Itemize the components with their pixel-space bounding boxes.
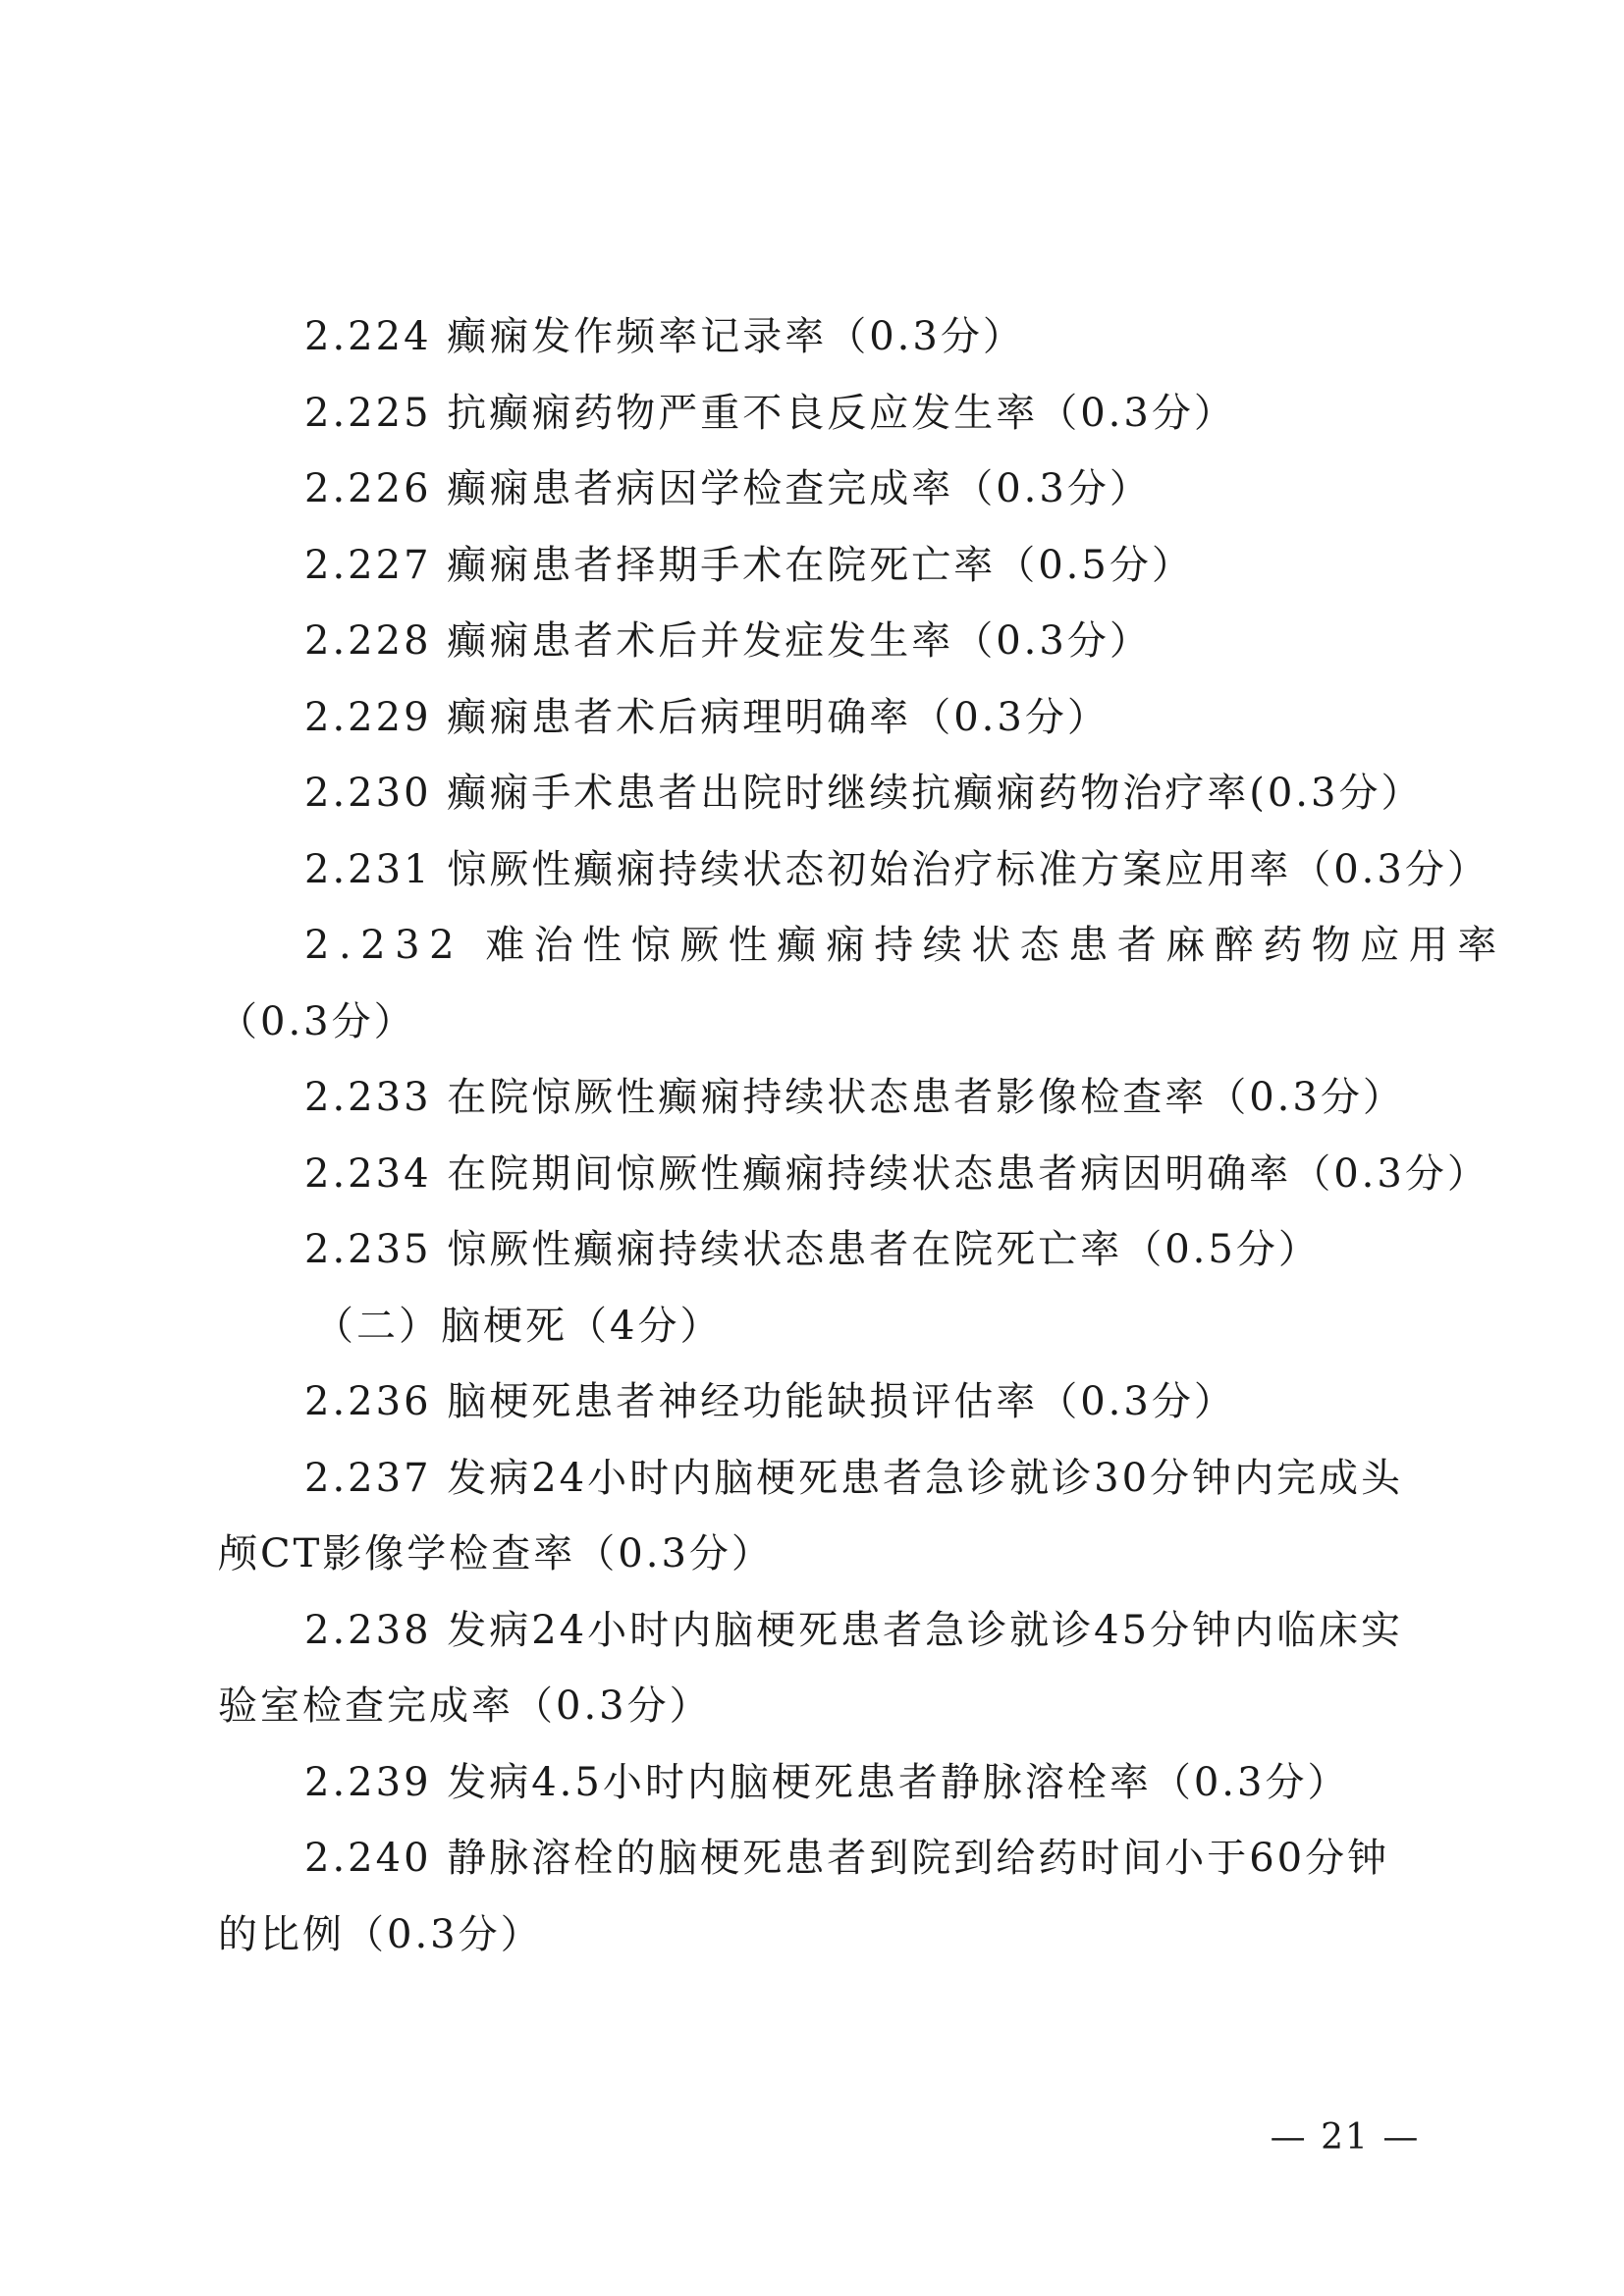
list-item: 2.229 癫痫患者术后病理明确率（0.3分）	[304, 694, 1110, 740]
list-item: 2.233 在院惊厥性癫痫持续状态患者影像检查率（0.3分）	[304, 1075, 1405, 1120]
section-heading: （二）脑梗死（4分）	[314, 1303, 723, 1349]
list-item-continuation: 颅CT影像学检查率（0.3分）	[218, 1531, 774, 1576]
list-item: 2.224 癫痫发作频率记录率（0.3分）	[304, 314, 1025, 359]
list-item: 2.227 癫痫患者择期手术在院死亡率（0.5分）	[304, 542, 1194, 588]
list-item: 2.237 发病24小时内脑梗死患者急诊就诊30分钟内完成头	[304, 1455, 1404, 1501]
document-body	[218, 299, 1506, 1973]
list-item: 2.238 发病24小时内脑梗死患者急诊就诊45分钟内临床实	[304, 1607, 1404, 1653]
list-item-continuation: 验室检查完成率（0.3分）	[218, 1683, 712, 1729]
list-item: 2.231 惊厥性癫痫持续状态初始治疗标准方案应用率（0.3分）	[304, 846, 1489, 892]
list-item-continuation: 的比例（0.3分）	[218, 1911, 543, 1957]
list-item: 2.232 难治性惊厥性癫痫持续状态患者麻醉药物应用率	[304, 923, 1506, 968]
page-number: — 21 —	[1270, 2117, 1421, 2158]
list-item: 2.239 发病4.5小时内脑梗死患者静脉溶栓率（0.3分）	[304, 1759, 1350, 1805]
list-item: 2.240 静脉溶栓的脑梗死患者到院到给药时间小于60分钟	[304, 1836, 1390, 1881]
list-item: 2.225 抗癫痫药物严重不良反应发生率（0.3分）	[304, 390, 1236, 436]
list-item: 2.228 癫痫患者术后并发症发生率（0.3分）	[304, 618, 1152, 664]
list-item: 2.234 在院期间惊厥性癫痫持续状态患者病因明确率（0.3分）	[304, 1150, 1489, 1197]
list-item-continuation: （0.3分）	[218, 998, 416, 1044]
list-item: 2.230 癫痫手术患者出院时继续抗癫痫药物治疗率(0.3分）	[304, 771, 1424, 816]
list-item: 2.235 惊厥性癫痫持续状态患者在院死亡率（0.5分）	[304, 1227, 1321, 1272]
list-item: 2.226 癫痫患者病因学检查完成率（0.3分）	[304, 466, 1152, 511]
list-item: 2.236 脑梗死患者神经功能缺损评估率（0.3分）	[304, 1379, 1236, 1424]
